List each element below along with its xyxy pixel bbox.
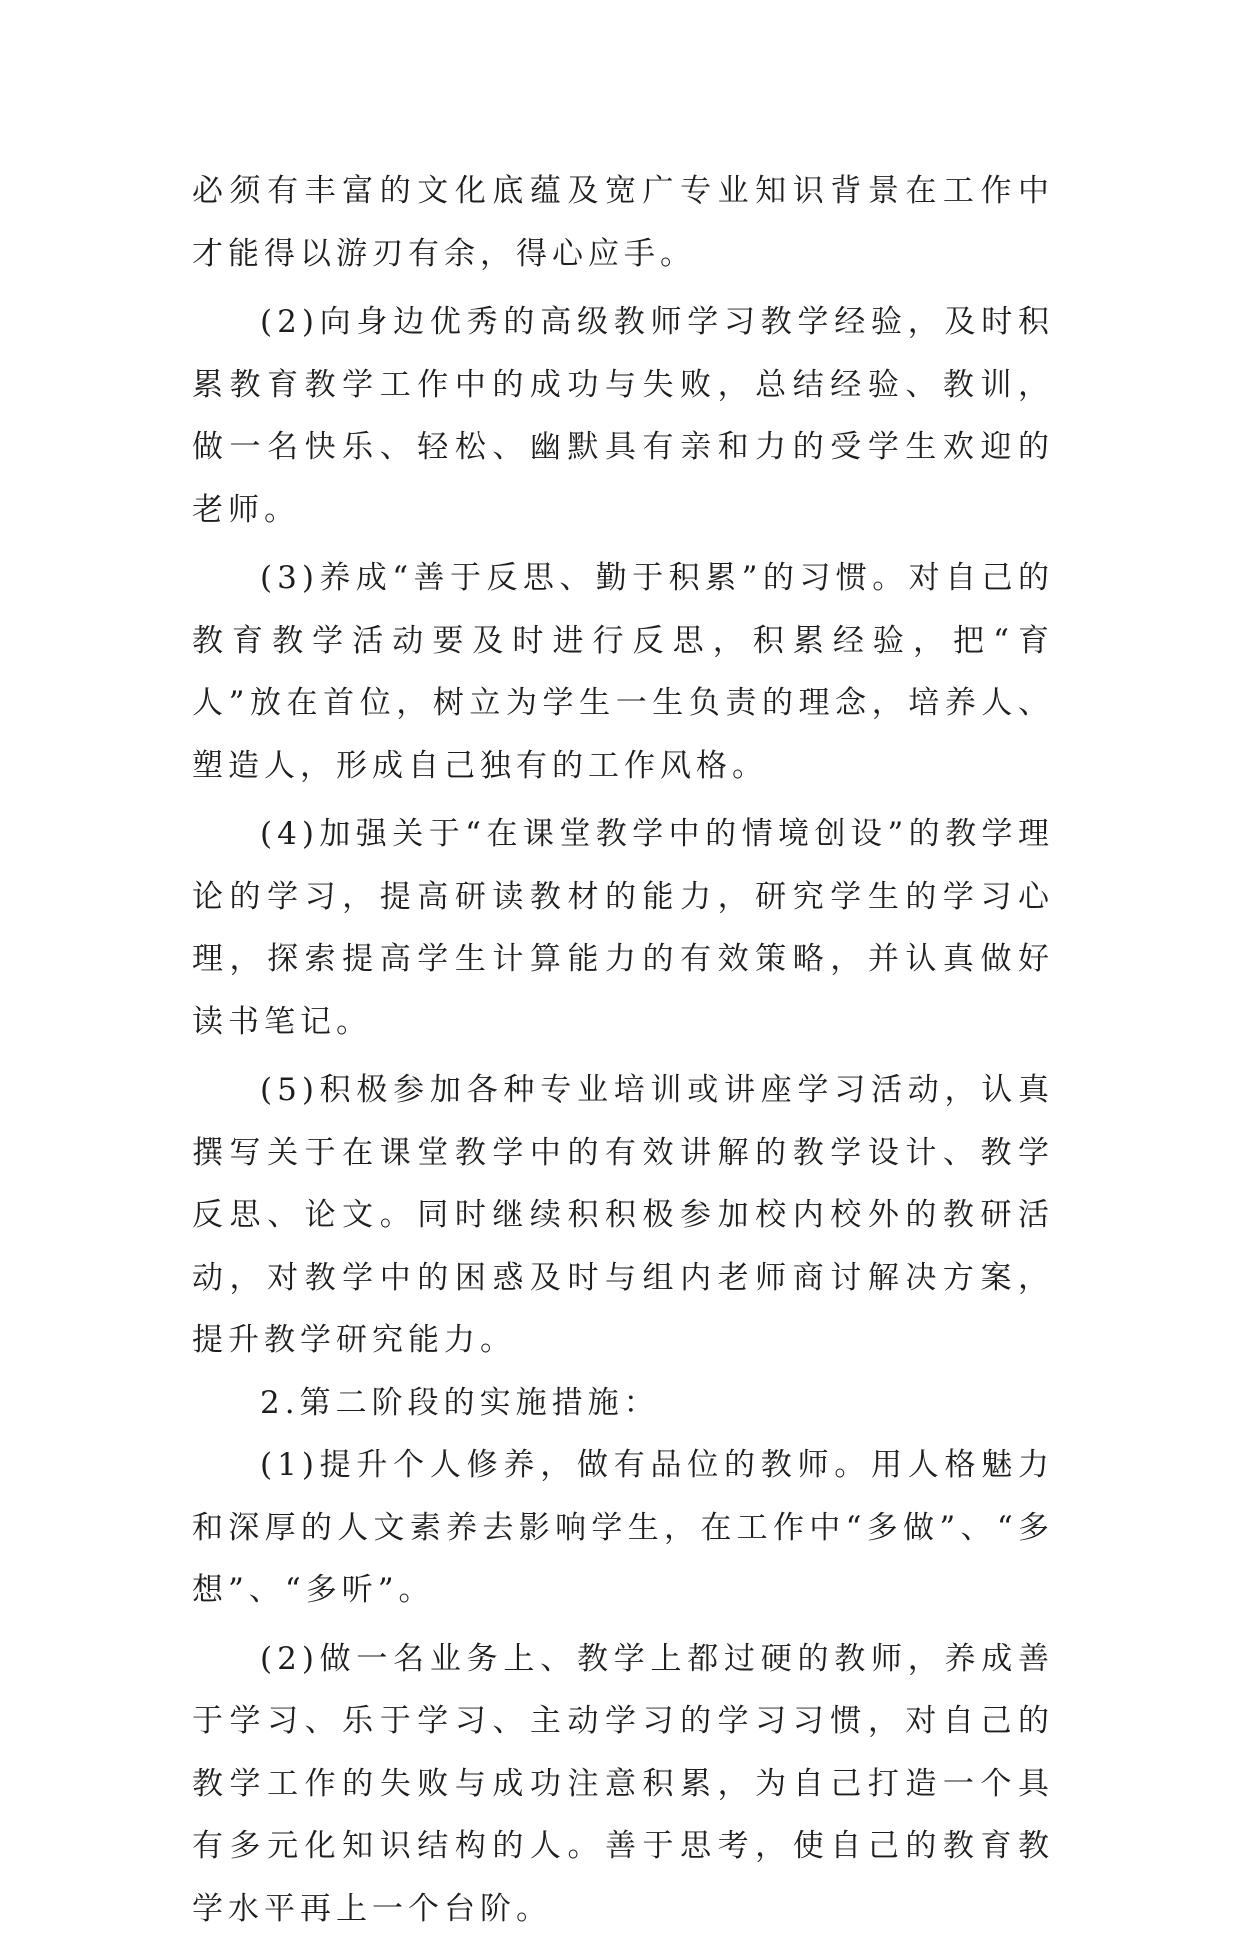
paragraph-item-3: (3)养成“善于反思、勤于积累”的习惯。对自己的教育教学活动要及时进行反思，积累经验，把“育人”放在首位，树立为学生一生负责的理念，培养人、塑造人，形成自己独有的工作风格。	[192, 547, 1054, 797]
paragraph-item-4: (4)加强关于“在课堂教学中的情境创设”的教学理论的学习，提高研读教材的能力，研究学生的学习心理，探索提高学生计算能力的有效策略，并认真做好读书笔记。	[192, 803, 1054, 1053]
paragraph-stage2-item-2: (2)做一名业务上、教学上都过硬的教师，养成善于学习、乐于学习、主动学习的学习习惯，对自己的教学工作的失败与成功注意积累，为自己打造一个具有多元化知识结构的人。善于思考，使自己的教育教学水平再上一个台阶。	[192, 1628, 1054, 1940]
paragraph-item-5: (5)积极参加各种专业培训或讲座学习活动，认真撰写关于在课堂教学中的有效讲解的教学设计、教学反思、论文。同时继续积积极参加校内校外的教研活动，对教学中的困惑及时与组内老师商讨解决方案，提升教学研究能力。	[192, 1059, 1054, 1372]
paragraph-item-2: (2)向身边优秀的高级教师学习教学经验，及时积累教育教学工作中的成功与失败，总结经验、教训，做一名快乐、轻松、幽默具有亲和力的受学生欢迎的老师。	[192, 291, 1054, 541]
document-body	[192, 160, 1054, 1940]
section-heading-stage-2: 2.第二阶段的实施措施：	[192, 1372, 1054, 1435]
paragraph-stage2-item-1: (1)提升个人修养，做有品位的教师。用人格魅力和深厚的人文素养去影响学生，在工作中“多做”、“多想”、“多听”。	[192, 1434, 1054, 1622]
paragraph-continuation: 必须有丰富的文化底蕴及宽广专业知识背景在工作中才能得以游刃有余，得心应手。	[192, 160, 1054, 285]
